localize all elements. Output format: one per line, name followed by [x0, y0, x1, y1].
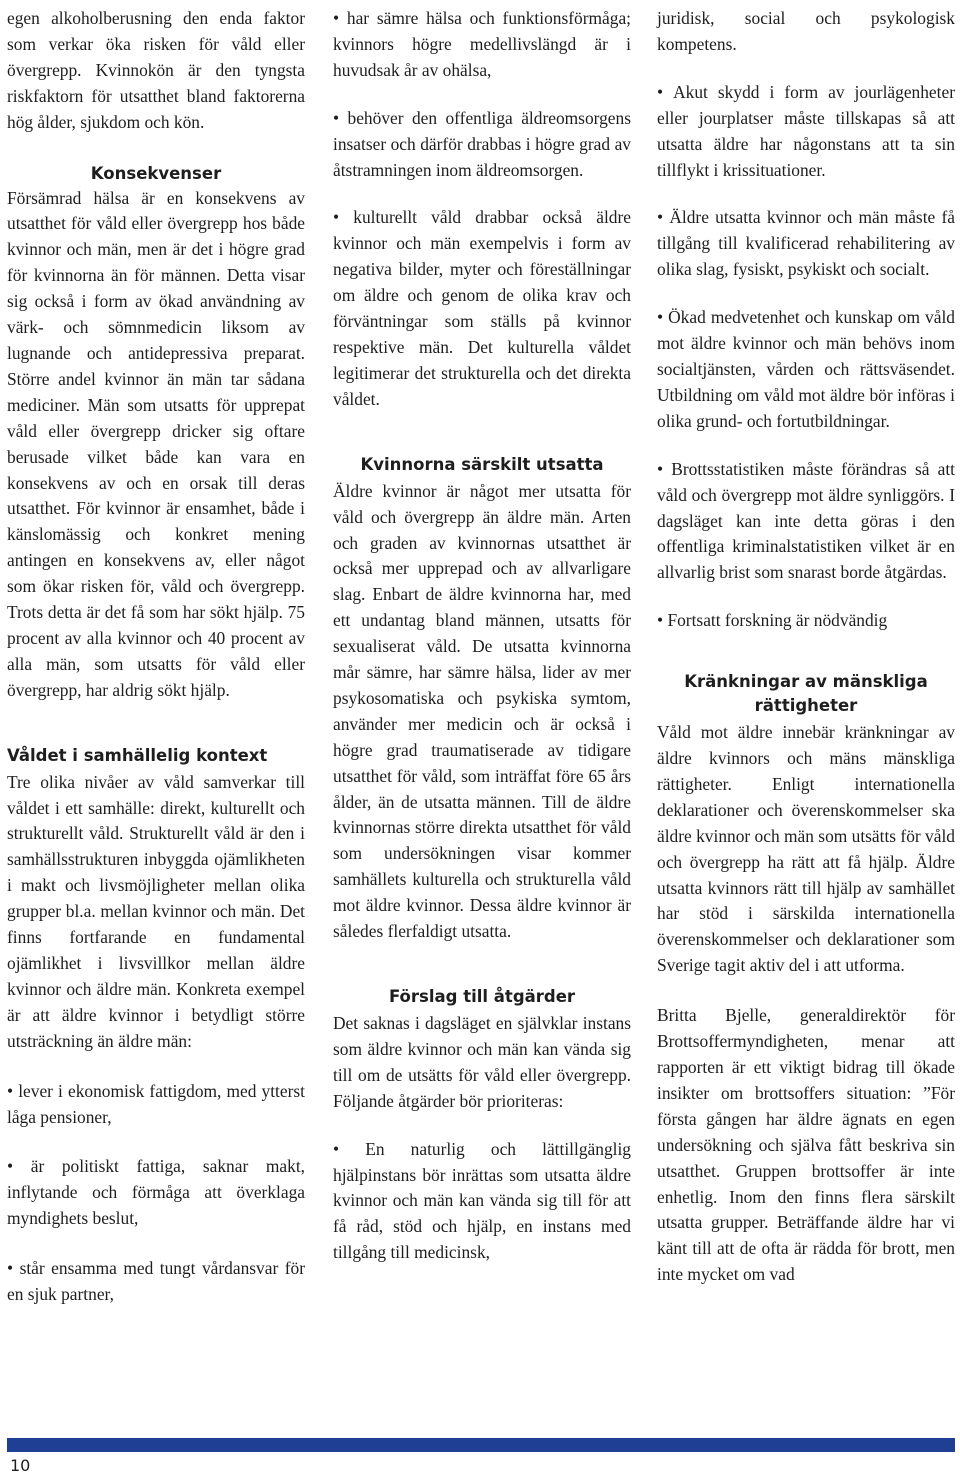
bullet-item: • Akut skydd i form av jourlägenheter eller jourplatser måste tillskapas så att utsatta äldre har någonstans att ta sin tillflykt i krissituationer. — [657, 80, 955, 184]
page-number: 10 — [10, 1456, 31, 1475]
paragraph: juridisk, social och psykologisk kompetens. — [657, 8, 955, 54]
bullet-item: • Fortsatt forskning är nödvändig — [657, 608, 955, 634]
column-1 — [7, 6, 305, 1308]
paragraph: Våld mot äldre innebär kränkningar av äldre kvinnors och mäns mänskliga rättigheter. Enligt internationella deklarationer och överenskommelser ska äldre kvinnor och män som utsätts för våld och övergrepp ha rätt att få hjälp. Äldre utsatta kvinnors rätt till hjälp av samhället har stöd i särskilda internationella överenskommelser och deklarationer som Sverige tagit aktiv del i att utforma. — [657, 722, 955, 976]
paragraph: egen alkoholberusning den enda faktor som verkar öka risken för våld eller övergrepp. Kvinnokön är den tyngsta riskfaktorn för utsatthet bland faktorerna hög ålder, sjukdom och kön. — [7, 8, 305, 132]
bullet-item: • står ensamma med tungt vårdansvar för en sjuk partner, — [7, 1256, 305, 1308]
paragraph: Äldre kvinnor är något mer utsatta för våld och övergrepp än äldre män. Arten och graden av kvinnornas utsatthet är också mer upprepad och av allvarligare slag. Enbart de äldre kvinnorna har, med ett undantag bland männen, utsatts för sexualiserat våld. De utsatta kvinnorna mår sämre, har sämre hälsa, lider av mer psykosomatiska och psykiska symtom, använder mer medicin och är också i högre grad traumatiserade av tidigare utsatthet för våld, som inträffat före 65 års ålder, än de utsatta männen. Till de äldre kvinnornas större direkta utsatthet för våld som undersökningen visar kommer samhällets kulturella och strukturella våld mot äldre kvinnor. Dessa äldre kvinnor är således flerfaldigt utsatta. — [333, 480, 631, 942]
paragraph: Försämrad hälsa är en konsekvens av utsatthet för våld eller övergrepp hos både kvinnor och män, men är det i högre grad för kvinnorna än för männen. Detta visar sig också i form av ökad användning av värk- och sömnmedicin liksom av lugnande och antidepressiva preparat. Större andel kvinnor än män tar sådana mediciner. Män som utsatts för upprepat våld eller övergrepp dricker sig oftare berusade vilket både kan vara en konsekvens av och en orsak till deras utsatthet. För kvinnor är ensamhet, både i känslomässig och konkret mening antingen en konsekvens av, eller något som ökar risken för, våld och övergrepp. Trots detta är det få som har sökt hjälp. 75 procent av alla kvinnor och 40 procent av alla män, som utsatts för våld eller övergrepp, har aldrig sökt hjälp. — [7, 187, 305, 700]
bullet-item: • Brottsstatistiken måste förändras så att våld och övergrepp mot äldre synliggörs. I dagsläget kan inte detta göras i den offentliga kriminalstatistiken vilket är en allvarlig brist som snarast borde åtgärdas. — [657, 457, 955, 587]
paragraph: Det saknas i dagsläget en självklar instans som äldre kvinnor och män kan vända sig till om de utsätts för våld eller övergrepp. Följande åtgärder bör prioriteras: — [333, 1013, 631, 1111]
paragraph: Britta Bjelle, generaldirektör för Brottsoffermyndigheten, menar att rapporten är ett viktigt bidrag till ökade insikter om brottsoffers situation: ”För första gången har äldre ägnats en egen undersökning och själva fått beskriva sin utsatthet. Gruppen brottsoffer är inte enhetlig. Inom den finns flera särskilt utsatta grupper. Beträffande äldre har vi känt till att de ofta är rädda för brott, men inte mycket om vad — [657, 1005, 955, 1285]
heading-forslag-till-atgarder: Förslag till åtgärder — [388, 987, 576, 1006]
bullet-item: • lever i ekonomisk fattigdom, med ytterst låga pensioner, — [7, 1079, 305, 1131]
bullet-item: • behöver den offentliga äldreomsorgens insatser och därför drabbas i högre grad av åtstramningen inom äldreomsorgen. — [333, 106, 631, 184]
paragraph: Tre olika nivåer av våld samverkar till våldet i ett samhälle: direkt, kulturellt och strukturellt våld. Strukturellt våld är den i samhällsstrukturen inbyggda ojämlikheten i makt och livsmöjligheter mellan olika grupper bl.a. mellan kvinnor och män. Det finns fortfarande en fundamental ojämlikhet i livsvillkor mellan äldre kvinnor och äldre män. Konkreta exempel är att äldre kvinnor i betydligt större utsträckning än äldre män: — [7, 771, 305, 1051]
heading-valdet-i-samhallelig-kontext: Våldet i samhällelig kontext — [7, 745, 268, 765]
heading-krankningar-av-manskliga-rattigheter: Kränkningar av mänskliga rättigheter — [684, 672, 928, 716]
bullet-item: • har sämre hälsa och funktionsförmåga; kvinnors högre medellivslängd är i huvudsak år av ohälsa, — [333, 6, 631, 84]
column-2 — [333, 6, 631, 1266]
bullet-item: • är politiskt fattiga, saknar makt, inflytande och förmåga att överklaga myndighets beslut, — [7, 1154, 305, 1232]
bullet-item: • Ökad medvetenhet och kunskap om våld mot äldre kvinnor och män behövs inom socialtjänsten, vården och rättsväsendet. Utbildning om våld mot äldre bör införas i olika grund- och fortutbildningar. — [657, 305, 955, 435]
heading-kvinnorna-sarskilt-utsatta: Kvinnorna särskilt utsatta — [360, 454, 604, 474]
heading-konsekvenser: Konsekvenser — [90, 163, 222, 183]
bullet-item: • En naturlig och lättillgänglig hjälpinstans bör inrättas som utsatta äldre kvinnor och män kan vända sig till för att få råd, stöd och hjälp, en instans med tillgång till medicinsk, — [333, 1137, 631, 1267]
bullet-item: • Äldre utsatta kvinnor och män måste få tillgång till kvalificerad rehabilitering av olika slag, fysiskt, psykiskt och socialt. — [657, 205, 955, 283]
footer-rule — [7, 1438, 955, 1452]
column-3 — [657, 6, 955, 1288]
bullet-item: • kulturellt våld drabbar också äldre kvinnor och män exempelvis i form av negativa bilder, myter och föreställningar om äldre och genom de olika krav och förväntningar som ställs på kvinnor respektive män. Det kulturella våldet legitimerar det strukturella och det direkta våldet. — [333, 205, 631, 412]
